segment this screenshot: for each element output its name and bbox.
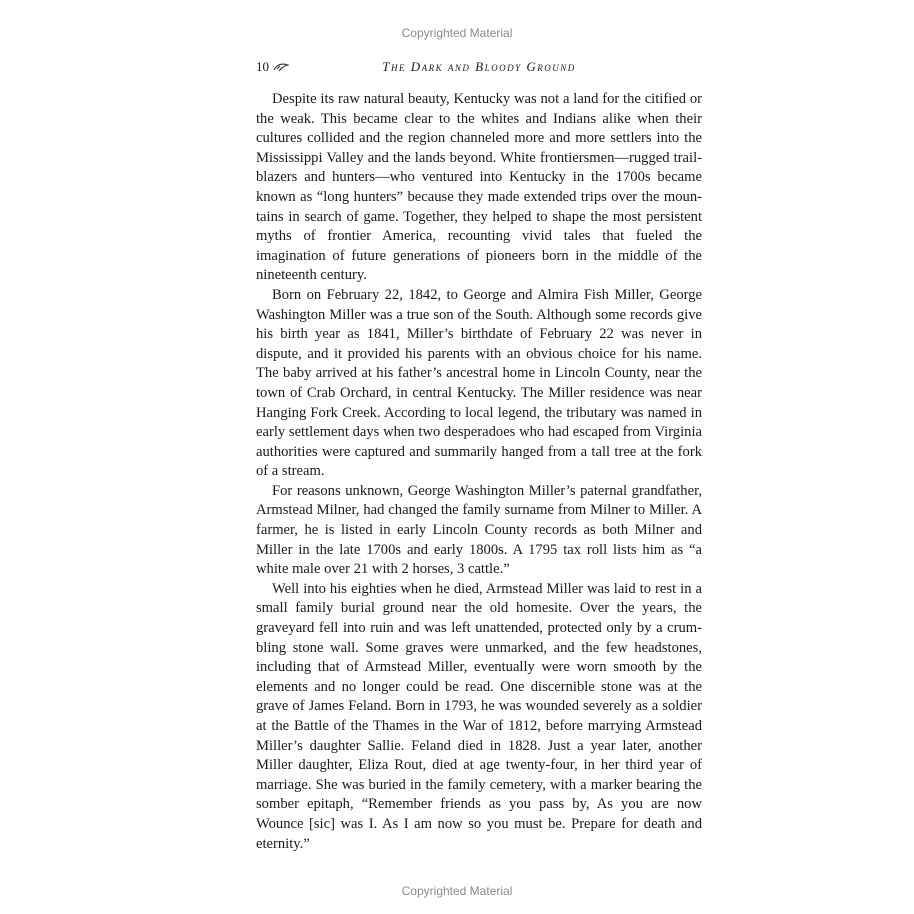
body-text — [256, 90, 702, 854]
page-number: 10 — [256, 59, 269, 74]
copyright-watermark-bottom: Copyrighted Material — [401, 884, 513, 898]
running-head — [256, 58, 702, 76]
paragraph-1: Despite its raw natural beauty, Kentucky was not a land for the citified or the weak. This became clear to the whites and Indians alike when their cultures collided and the region channeled more and more settlers into the Mississippi Valley and the lands beyond. White frontiersmen—rugged trailblazers and hunters—who ventured into Kentucky in the 1700s became known as “long hunters” because they made extended trips over the mountains in search of game. Together, they helped to shape the most persistent myths of frontier America, recounting vivid tales that fueled the imagination of future generations of pioneers born in the middle of the nineteenth century. — [256, 91, 702, 284]
paragraph-2: Born on February 22, 1842, to George and Almira Fish Miller, George Washington Miller was a true son of the South. Although some records give his birth year as 1841, Miller’s birthdate of February 22 was never in dispute, and it provided his parents with an obvious choice for his name. The baby arrived at his father’s ancestral home in Lincoln County, near the town of Crab Orchard, in central Kentucky. The Miller residence was near Hanging Fork Creek. According to local legend, the tributary was named in early settlement days when two desperadoes who had escaped from Virginia authorities were captured and summarily hanged from a tall tree at the fork of a stream. — [256, 286, 702, 480]
running-head-title: The Dark and Bloody Ground — [382, 59, 576, 74]
paragraph-4: Well into his eighties when he died, Armstead Miller was laid to rest in a small family burial ground near the old homesite. Over the years, the graveyard fell into ruin and was left unattended, protected only by a crumbling stone wall. Some graves were unmarked, and the few headstones, including that of Armstead Miller, eventually were worn smooth by the elements and no longer could be read. One discernible stone was at the grave of James Feland. Born in 1793, he was wounded severely as a soldier at the Battle of the Thames in the War of 1812, before marrying Armstead Miller’s daughter Sallie. Feland died in 1828. Just a year later, another Miller daughter, Eliza Rout, died at age twenty-four, in her third year of marriage. She was buried in the family cemetery, with a marker bearing the somber epitaph, “Remember friends as you pass by, As you are now Wounce [sic] was I. As I am now so you must be. Prepare for death and eternity.” — [256, 580, 702, 852]
paragraph-3: For reasons unknown, George Washington Miller’s paternal grandfather, Armstead Milner, had changed the family surname from Milner to Miller. A farmer, he is listed in early Lincoln County records as both Milner and Miller in the late 1700s and early 1800s. A 1795 tax roll lists him as “a white male over 21 with 2 horses, 3 cattle.” — [256, 482, 702, 578]
copyright-watermark-top: Copyrighted Material — [401, 26, 513, 40]
